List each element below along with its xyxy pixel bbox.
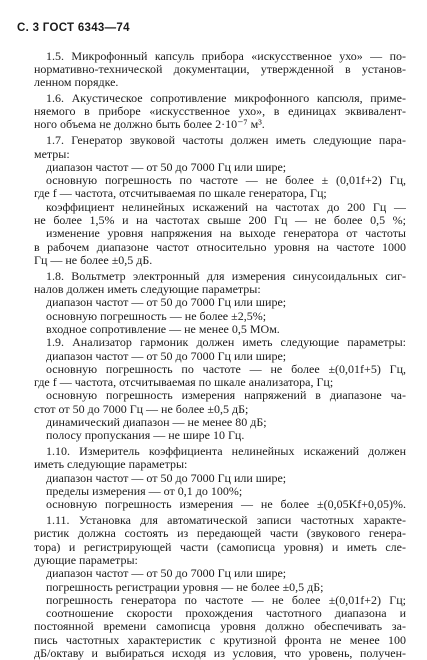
text-line: пись частотных характеристик с крутизной фронта не менее 100 — [34, 633, 406, 647]
text-line: диапазон частот — от 50 до 7000 Гц или шире; — [46, 295, 287, 310]
clause-1-10 — [34, 445, 406, 511]
text-line: ристик должна состоять из передающей части (звукового генера- — [34, 527, 406, 541]
text-line: динамический диапазон — не менее 80 дБ; — [46, 415, 267, 430]
text-line: полосу пропускания — не шире 10 Гц. — [46, 428, 245, 443]
body-text — [34, 47, 406, 660]
text-line: метры: — [34, 146, 70, 161]
text-line: Гц — не более ±0,5 дБ. — [34, 252, 153, 267]
text-line: дующие параметры: — [34, 552, 138, 567]
text-line: 1.11. Установка для автоматической записи частотных характе- — [46, 514, 406, 528]
text-line: диапазон частот — от 50 до 7000 Гц или шире; — [46, 470, 287, 485]
text-line: 1.6. Акустическое сопротивление микрофонного капсюля, приме- — [46, 91, 406, 105]
text-line: где f — частота, отсчитываемая по шкале анализатора, Гц; — [34, 375, 334, 390]
page-number: С. 3 — [17, 22, 40, 34]
text-line: соотношение скорости прохождения частотного диапазона и — [46, 607, 406, 621]
text-line: налов должен иметь следующие параметры: — [34, 282, 261, 297]
text-line: коэффициент нелинейных искажений на частотах до 200 Гц — — [46, 200, 406, 214]
text-line: основную погрешность измерения — не более ±(0,05Kf+0,05)%. — [46, 498, 406, 512]
clause-1-11 — [34, 514, 406, 660]
text-line: ного объема не должно быть более 2·10⁻⁷ м³. — [34, 117, 265, 132]
text-line: нормативно-технической документации, утвержденной в установ- — [34, 62, 406, 76]
text-line: дБ/октаву и выбираться исходя из условия, что уровень, получен- — [34, 647, 406, 660]
text-line: стот от 50 до 7000 Гц — не более ±0,5 дБ; — [34, 401, 249, 416]
text-line: пределы измерения — от 0,1 до 100%; — [46, 484, 243, 498]
text-line: изменение уровня напряжения на выходе генератора от частоты — [46, 227, 406, 241]
text-line: 1.7. Генератор звуковой частоты должен иметь следующие пара- — [46, 134, 406, 148]
text-line: основную погрешность по частоте — не более ± (0,01f+2) Гц, — [46, 174, 406, 188]
clause-1-9 — [34, 336, 406, 442]
text-line: иметь следующие параметры: — [34, 457, 188, 472]
clause-1-7 — [34, 134, 406, 267]
text-line: где f — частота, отсчитываемая по шкале генератора, Гц; — [34, 186, 327, 201]
text-line: погрешность регистрации уровня — не более ±0,5 дБ; — [46, 579, 324, 594]
text-line: постоянной времени самописца уровня должно обеспечивать за- — [34, 620, 406, 634]
text-line: 1.5. Микрофонный капсуль прибора «искусственное ухо» — по- — [46, 49, 406, 63]
text-line: диапазон частот — от 50 до 7000 Гц или шире; — [46, 348, 287, 363]
standard-designation: ГОСТ 6343—74 — [42, 22, 130, 34]
clause-1-6 — [34, 92, 406, 132]
text-line: 1.9. Анализатор гармоник должен иметь следующие параметры: — [46, 336, 406, 350]
text-line: диапазон частот — от 50 до 7000 Гц или шире; — [46, 159, 287, 174]
text-line: 1.10. Измеритель коэффициента нелинейных искажений должен — [46, 445, 406, 459]
text-line: основную погрешность измерения напряжений в диапазоне ча- — [46, 389, 406, 403]
page-header — [17, 22, 130, 34]
clause-1-8 — [34, 270, 406, 336]
text-line: в рабочем диапазоне частот относительно уровня на частоте 1000 — [34, 240, 406, 254]
clause-1-5 — [34, 50, 406, 90]
text-line: не более 1,5% и на частотах свыше 200 Гц — не более 0,5 %; — [34, 214, 406, 228]
text-line: ленном порядке. — [34, 75, 119, 90]
text-line: няемого в приборе «искусственное ухо», в единицах эквивалент- — [34, 105, 406, 119]
text-line: тора) и регистрирующей части (самописца уровня) и иметь сле- — [34, 540, 406, 554]
text-line: погрешность генератора по частоте — не более ±(0,01f+2) Гц; — [46, 593, 406, 607]
text-line: основную погрешность — не более ±2,5%; — [46, 308, 267, 323]
text-line: диапазон частот — от 50 до 7000 Гц или шире; — [46, 566, 287, 581]
text-line: 1.8. Вольтметр электронный для измерения синусоидальных сиг- — [46, 269, 406, 283]
text-line: основную погрешность по частоте — не более ±(0,01f+5) Гц, — [46, 362, 406, 376]
text-line: входное сопротивление — не менее 0,5 МОм. — [46, 321, 280, 336]
